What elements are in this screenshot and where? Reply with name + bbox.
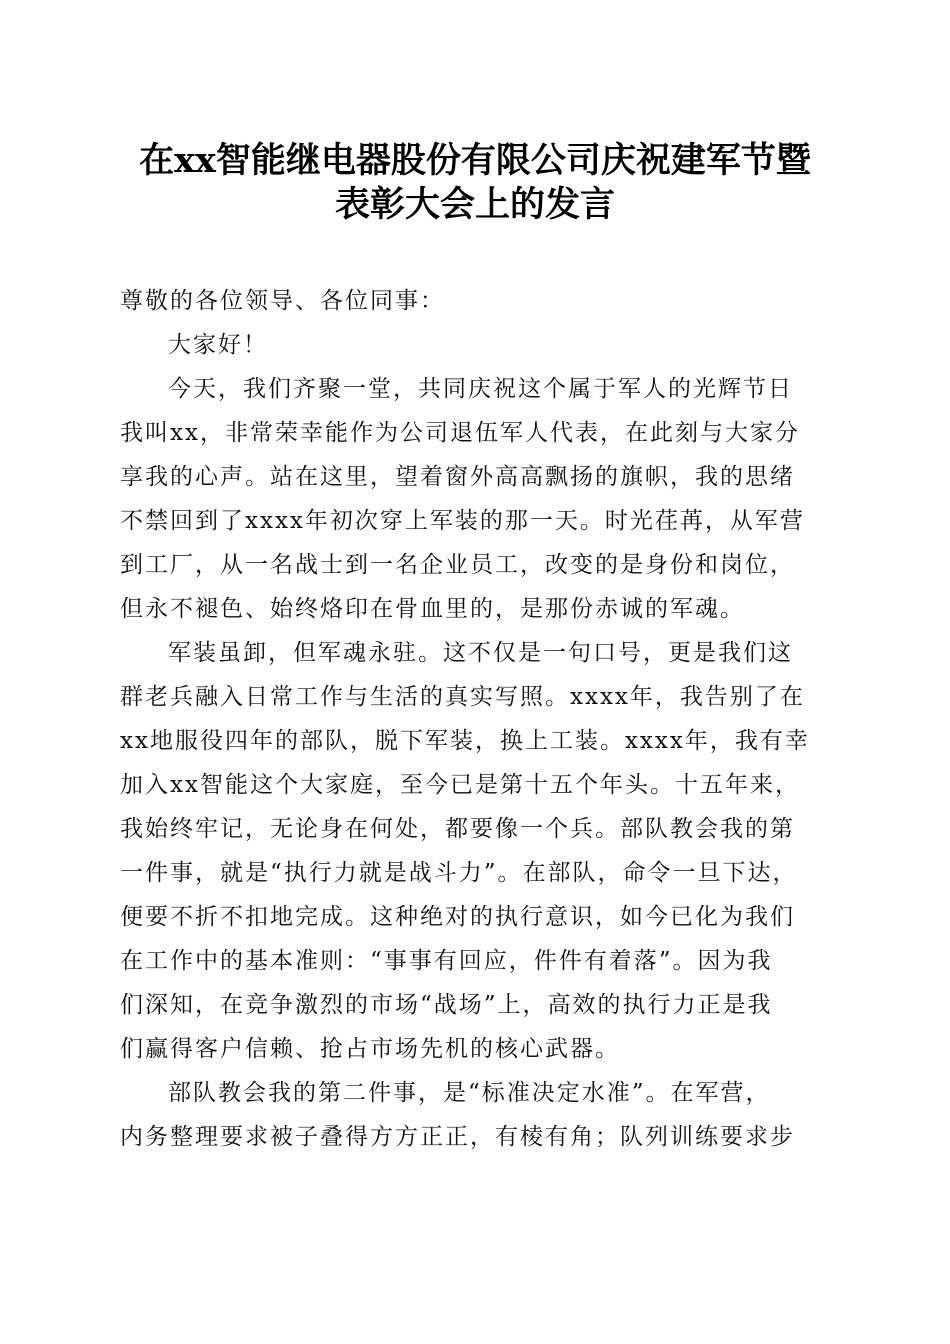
text-line: xx地服役四年的部队，脱下军装，换上工装。xxxx年，我有幸 <box>120 728 810 754</box>
text-line: 我始终牢记，无论身在何处，都要像一个兵。部队教会我的第 <box>120 816 795 842</box>
text-line: 加入xx智能这个大家庭，至今已是第十五个年头。十五年来， <box>120 772 800 798</box>
text-line: 一件事，就是“执行力就是战斗力”。在部队，命令一旦下达， <box>120 860 798 886</box>
text-line: 但永不褪色、始终烙印在骨血里的，是那份赤诚的军魂。 <box>120 596 745 622</box>
greeting: 大家好！ <box>168 332 268 358</box>
text-line: 不禁回到了xxxx年初次穿上军装的那一天。时光荏苒，从军营 <box>120 508 805 534</box>
salutation: 尊敬的各位领导、各位同事： <box>120 288 445 314</box>
text-line: 军装虽卸，但军魂永驻。这不仅是一句口号，更是我们这 <box>168 640 793 666</box>
text-line: 们深知，在竞争激烈的市场“战场”上，高效的执行力正是我 <box>120 992 773 1018</box>
text-line: 到工厂，从一名战士到一名企业员工，改变的是身份和岗位， <box>120 552 795 578</box>
text-line: 便要不折不扣地完成。这种绝对的执行意识，如今已化为我们 <box>120 904 795 930</box>
text-line: 部队教会我的第二件事，是“标准决定水准”。在军营， <box>168 1080 771 1106</box>
text-line: 群老兵融入日常工作与生活的真实写照。xxxx年，我告别了在 <box>120 684 805 710</box>
text-line: 我叫xx，非常荣幸能作为公司退伍军人代表，在此刻与大家分 <box>120 420 800 446</box>
text-line: 今天，我们齐聚一堂，共同庆祝这个属于军人的光辉节日 <box>168 376 793 402</box>
text-line: 在工作中的基本准则：“事事有回应，件件有着落”。因为我 <box>120 948 773 974</box>
text-line: 享我的心声。站在这里，望着窗外高高飘扬的旗帜，我的思绪 <box>120 464 795 490</box>
text-line: 们赢得客户信赖、抢占市场先机的核心武器。 <box>120 1036 620 1062</box>
document-title-line2: 表彰大会上的发言 <box>334 184 615 225</box>
text-line: 内务整理要求被子叠得方方正正，有棱有角；队列训练要求步 <box>120 1124 795 1150</box>
document-title-line1: 在xx智能继电器股份有限公司庆祝建军节暨 <box>139 140 811 181</box>
